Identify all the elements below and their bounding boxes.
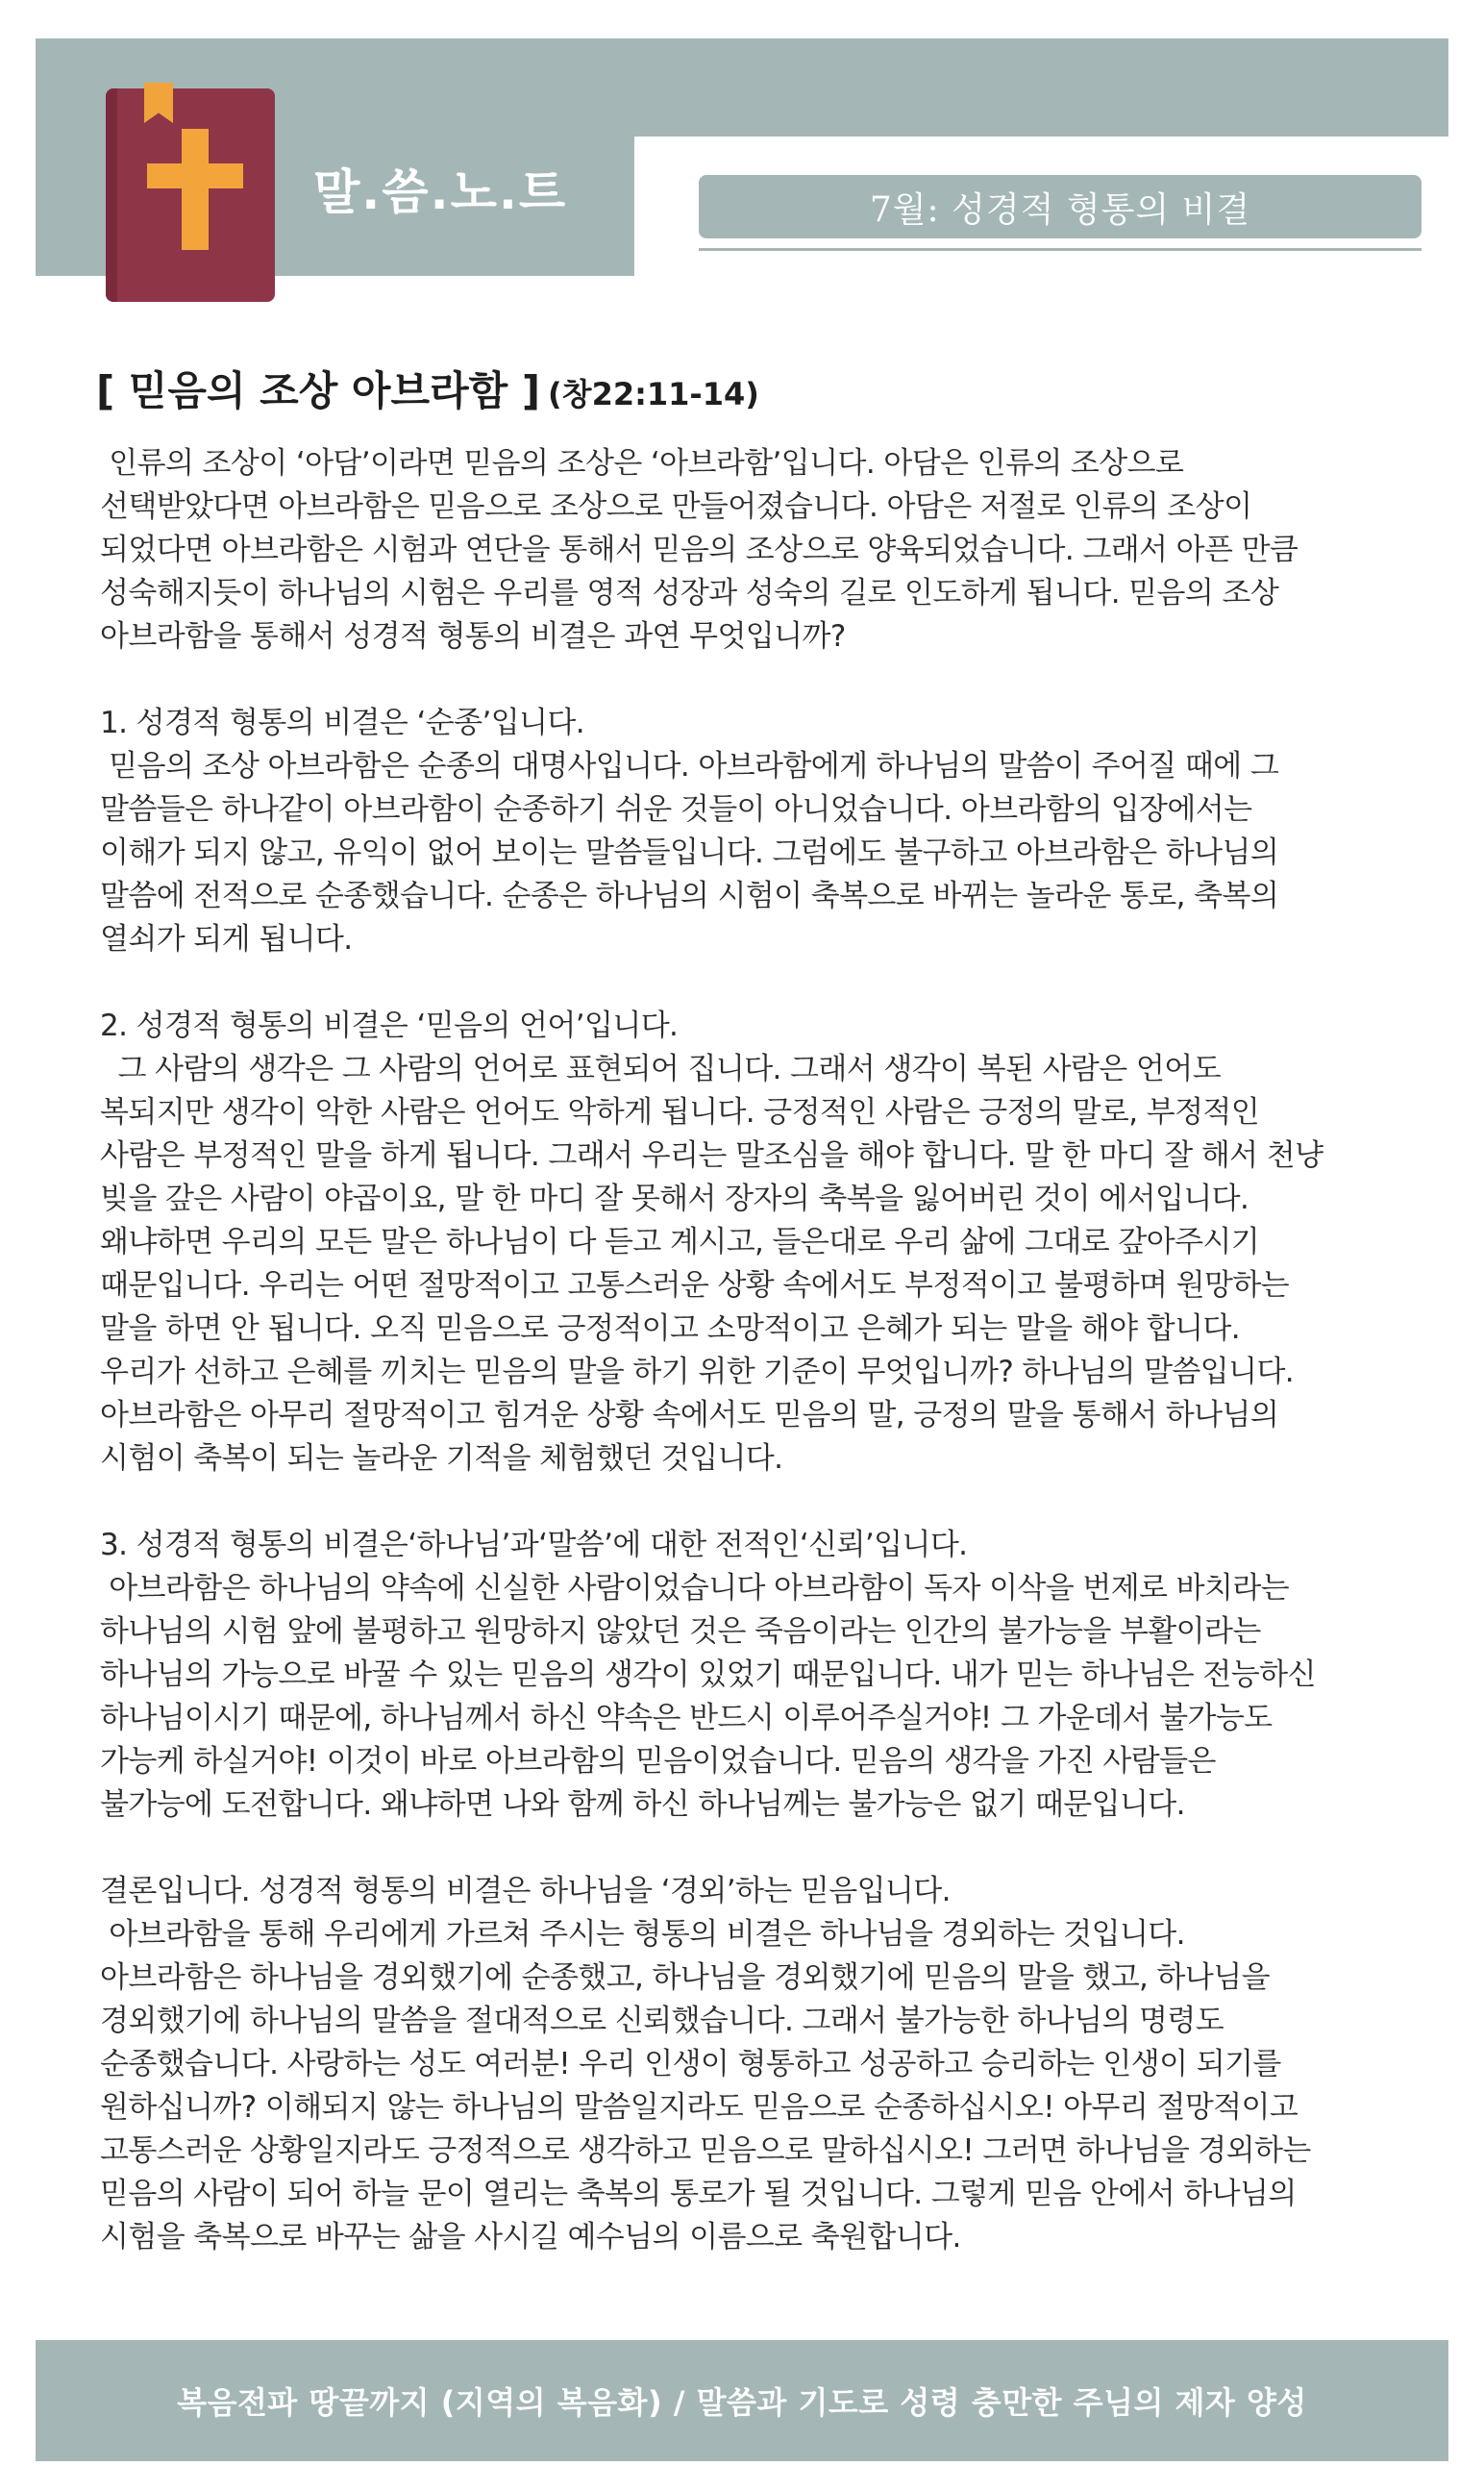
text-line: 가능케 하실거야! 이것이 바로 아브라함의 믿음이었습니다. 믿음의 생각을 가진 사람들은 — [100, 1744, 1216, 1779]
text-line: 하나님이시기 때문에, 하나님께서 하신 약속은 반드시 이루어주실거야! 그 가운데서 불가능도 — [100, 1701, 1273, 1735]
text-line: 왜냐하면 우리의 모든 말은 하나님이 다 듣고 계시고, 들은대로 우리 삶에 그대로 갚아주시기 — [100, 1225, 1260, 1259]
text-line: 경외했기에 하나님의 말씀을 절대적으로 신뢰했습니다. 그래서 불가능한 하나님의 명령도 — [100, 2004, 1224, 2038]
text-line: 시험을 축복으로 바꾸는 삶을 사시길 예수님의 이름으로 축원합니다. — [100, 2220, 961, 2254]
text-line: 3. 성경적 형통의 비결은‘하나님’과‘말씀’에 대한 전적인‘신뢰’입니다. — [100, 1528, 968, 1562]
month-label-rule — [699, 248, 1422, 251]
text-line: 그 사람의 생각은 그 사람의 언어로 표현되어 집니다. 그래서 생각이 복된 사람은 언어도 — [100, 1052, 1221, 1086]
text-line: 고통스러운 상황일지라도 긍정적으로 생각하고 믿음으로 말하십시오! 그러면 하나님을 경외하는 — [100, 2133, 1311, 2168]
text-line: 아브라함을 통해서 성경적 형통의 비결은 과연 무엇입니까? — [100, 619, 846, 654]
sermon-body — [100, 442, 1378, 2259]
text-line: 말씀에 전적으로 순종했습니다. 순종은 하나님의 시험이 축복으로 바뀌는 놀라운 통로, 축복의 — [100, 879, 1279, 913]
text-line: 성숙해지듯이 하나님의 시험은 우리를 영적 성장과 성숙의 길로 인도하게 됩니다. 믿음의 조상 — [100, 576, 1279, 610]
text-line: 열쇠가 되게 됩니다. — [100, 922, 353, 957]
text-line: 말씀들은 하나같이 아브라함이 순종하기 쉬운 것들이 아니었습니다. 아브라함의 입장에서는 — [100, 792, 1252, 827]
text-line: 되었다면 아브라함은 시험과 연단을 통해서 믿음의 조상으로 양육되었습니다. 그래서 아픈 만큼 — [100, 533, 1298, 567]
text-line: 아브라함은 아무리 절망적이고 힘겨운 상황 속에서도 믿음의 말, 긍정의 말을 통해서 하나님의 — [100, 1398, 1279, 1432]
text-line: 하나님의 가능으로 바꿀 수 있는 믿음의 생각이 있었기 때문입니다. 내가 믿는 하나님은 전능하신 — [100, 1657, 1316, 1692]
footer-motto: 복음전파 땅끝까지 (지역의 복음화) / 말씀과 기도로 성령 충만한 주님의 제자 양성 — [177, 2384, 1307, 2421]
text-line: 때문입니다. 우리는 어떤 절망적이고 고통스러운 상황 속에서도 부정적이고 불평하며 원망하는 — [100, 1268, 1290, 1303]
text-line: 선택받았다면 아브라함은 믿음으로 조상으로 만들어졌습니다. 아담은 저절로 인류의 조상이 — [100, 489, 1252, 524]
paragraph-gap — [100, 961, 1378, 1005]
text-line: 이해가 되지 않고, 유익이 없어 보이는 말씀들입니다. 그럼에도 불구하고 아브라함은 하나님의 — [100, 835, 1279, 870]
text-line: 믿음의 조상 아브라함은 순종의 대명사입니다. 아브라함에게 하나님의 말씀이 주어질 때에 그 — [100, 749, 1279, 784]
sermon-title — [96, 360, 759, 417]
paragraph-gap — [100, 1481, 1378, 1524]
text-line: 아브라함을 통해 우리에게 가르쳐 주시는 형통의 비결은 하나님을 경외하는 것입니다. — [100, 1917, 1185, 1952]
brand-title: 말.씀.노.트 — [313, 164, 568, 220]
month-label: 7월: 성경적 형통의 비결 — [699, 175, 1422, 238]
text-line: 우리가 선하고 은혜를 끼치는 믿음의 말을 하기 위한 기준이 무엇입니까? 하나님의 말씀입니다. — [100, 1355, 1295, 1389]
footer-banner — [36, 2340, 1448, 2461]
text-line: 사람은 부정적인 말을 하게 됩니다. 그래서 우리는 말조심을 해야 합니다. 말 한 마디 잘 해서 천냥 — [100, 1138, 1323, 1173]
text-line: 아브라함은 하나님의 약속에 신실한 사람이었습니다 아브라함이 독자 이삭을 번제로 바치라는 — [100, 1571, 1290, 1606]
text-line: 원하십니까? 이해되지 않는 하나님의 말씀일지라도 믿음으로 순종하십시오! 아무리 절망적이고 — [100, 2090, 1298, 2125]
text-line: 말을 하면 안 됩니다. 오직 믿음으로 긍정적이고 소망적이고 은혜가 되는 말을 해야 합니다. — [100, 1311, 1241, 1346]
cross-horizontal — [147, 163, 243, 188]
text-line: 아브라함은 하나님을 경외했기에 순종했고, 하나님을 경외했기에 믿음의 말을 했고, 하나님을 — [100, 1960, 1270, 1995]
text-line: 불가능에 도전합니다. 왜냐하면 나와 함께 하신 하나님께는 불가능은 없기 때문입니다. — [100, 1787, 1185, 1822]
bookmark-ribbon-icon — [144, 83, 173, 123]
text-line: 인류의 조상이 ‘아담’이라면 믿음의 조상은 ‘아브라함’입니다. 아담은 인류의 조상으로 — [100, 446, 1184, 481]
text-line: 하나님의 시험 앞에 불평하고 원망하지 않았던 것은 죽음이라는 인간의 불가능을 부활이라는 — [100, 1614, 1261, 1649]
book-spine — [106, 88, 117, 302]
text-line: 복되지만 생각이 악한 사람은 언어도 악하게 됩니다. 긍정적인 사람은 긍정의 말로, 부정적인 — [100, 1095, 1260, 1130]
paragraph-gap — [100, 1827, 1378, 1870]
sermon-title-main: [ 믿음의 조상 아브라함 ] — [96, 367, 541, 414]
text-line: 순종했습니다. 사랑하는 성도 여러분! 우리 인생이 형통하고 성공하고 승리하는 인생이 되기를 — [100, 2047, 1281, 2081]
cross-vertical — [182, 129, 209, 250]
paragraph-gap — [100, 659, 1378, 702]
text-line: 빚을 갚은 사람이 야곱이요, 말 한 마디 잘 못해서 장자의 축복을 잃어버린 것이 에서입니다. — [100, 1182, 1249, 1216]
text-line: 결론입니다. 성경적 형통의 비결은 하나님을 ‘경외’하는 믿음입니다. — [100, 1874, 951, 1908]
bible-cross-icon — [106, 88, 275, 302]
scripture-reference: (창22:11-14) — [548, 376, 759, 412]
text-line: 2. 성경적 형통의 비결은 ‘믿음의 언어’입니다. — [100, 1009, 679, 1043]
text-line: 1. 성경적 형통의 비결은 ‘순종’입니다. — [100, 706, 584, 740]
text-line: 믿음의 사람이 되어 하늘 문이 열리는 축복의 통로가 될 것입니다. 그렇게 믿음 안에서 하나님의 — [100, 2177, 1297, 2211]
text-line: 시험이 축복이 되는 놀라운 기적을 체험했던 것입니다. — [100, 1441, 783, 1476]
